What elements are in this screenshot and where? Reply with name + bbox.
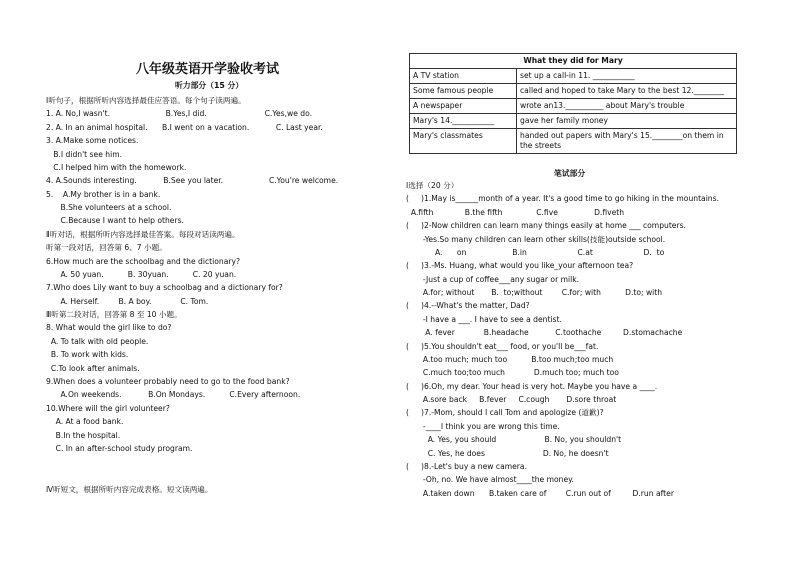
table-cell-what: gave her family money bbox=[517, 114, 737, 129]
text-line: 4. A.Sounds interesting. B.See you later. C.You're welcome. bbox=[46, 176, 339, 186]
listening-subtitle: 听力部分（15 分） bbox=[175, 81, 244, 90]
text-line: 1. A. No,I wasn't. B.Yes,I did. C.Yes,we do. bbox=[46, 109, 313, 119]
text-line: C.much too;too much D.much too; much too bbox=[406, 368, 619, 378]
table-header: What they did for Mary bbox=[410, 54, 737, 69]
text-line: 5. A.My brother is in a bank. bbox=[46, 189, 161, 199]
table-cell-who: Some famous people bbox=[410, 84, 517, 99]
text-line: -Oh, no. We have almost____the money. bbox=[406, 475, 574, 485]
text-line: B. To work with kids. bbox=[46, 350, 129, 360]
table-cell-who: Mary's 14.___________ bbox=[410, 114, 517, 129]
text-line: 6.How much are the schoolbag and the dictionary? bbox=[46, 256, 240, 266]
text-line: A. Herself. B. A boy. C. Tom. bbox=[46, 296, 209, 306]
text-line: A.fifth B.the fifth C.five D.fiveth bbox=[406, 207, 625, 217]
section-4-instruction: Ⅳ听短文，根据所听内容完成表格。短文读两遍。 bbox=[46, 485, 213, 494]
text-line: Ⅱ听对话，根据所听内容选择最佳答案。每段对话读两遍。 bbox=[46, 229, 240, 239]
text-line: ( )6.Oh, my dear. Your head is very hot. Maybe you have a ____. bbox=[406, 381, 658, 391]
text-line: -____I think you are wrong this time. bbox=[406, 421, 560, 431]
table-row bbox=[410, 84, 737, 99]
text-line: -Yes.So many children can learn other skills(技能)outside school. bbox=[406, 234, 666, 244]
table-cell-who: A TV station bbox=[410, 69, 517, 84]
text-line: A.sore back B.fever C.cough D.sore throat bbox=[406, 395, 617, 405]
text-line: C.Because I want to help others. bbox=[46, 216, 184, 226]
text-line: B.I didn't see him. bbox=[46, 149, 123, 159]
table-row bbox=[410, 114, 737, 129]
text-line: A.too much; much too B.too much;too much bbox=[406, 354, 614, 364]
text-line: Ⅰ选择（20 分） bbox=[406, 181, 459, 190]
table-cell-who: Mary's classmates bbox=[410, 129, 517, 154]
text-line: ( )7.-Mom, should I call Tom and apologize (道歉)? bbox=[406, 408, 604, 418]
written-section-title: 笔试部分 bbox=[554, 169, 586, 178]
text-line: A.for; without B. to;without C.for; with D.to; with bbox=[406, 288, 663, 298]
text-line: 2. A. In an animal hospital. B.I went on a vacation. C. Last year. bbox=[46, 122, 323, 132]
text-line: A. To talk with old people. bbox=[46, 336, 149, 346]
table-cell-what: called and hoped to take Mary to the best 12.________ bbox=[517, 84, 737, 99]
text-line: A. Yes, you should B. No, you shouldn't bbox=[406, 435, 622, 445]
text-line: A.taken down B.taken care of C.run out of D.run after bbox=[406, 488, 674, 498]
text-line: ( )8.-Let's buy a new camera. bbox=[406, 461, 527, 471]
text-line: 听第一段对话，回答第 6、7 小题。 bbox=[46, 243, 167, 253]
text-line: ( )3.-Ms. Huang, what would you like_your afternoon tea? bbox=[406, 261, 634, 271]
table-cell-what: set up a call-in 11. ___________ bbox=[517, 69, 737, 84]
text-line: 7.Who does Lily want to buy a schoolbag and a dictionary for? bbox=[46, 283, 283, 293]
text-line: -Just a cup of coffee___any sugar or milk. bbox=[406, 274, 580, 284]
text-line: ( )2-Now children can learn many things easily at home ___ computers. bbox=[406, 221, 686, 231]
text-line: 8. What would the girl like to do? bbox=[46, 323, 172, 333]
text-line: C. Yes, he does D. No, he doesn't bbox=[406, 448, 609, 458]
table-cell-what: handed out papers with Mary's 15.________on them in the streets bbox=[517, 129, 737, 154]
text-line: A. 50 yuan. B. 30yuan. C. 20 yuan. bbox=[46, 269, 237, 279]
text-line: A. At a food bank. bbox=[46, 417, 124, 427]
exam-title: 八年级英语开学验收考试 bbox=[136, 62, 280, 77]
text-line: A. fever B.headache C.toothache D.stomachache bbox=[406, 328, 683, 338]
table-row bbox=[410, 99, 737, 114]
text-line: B.She volunteers at a school. bbox=[46, 203, 172, 213]
table-row bbox=[410, 69, 737, 84]
table-row bbox=[410, 129, 737, 154]
text-line: C.I helped him with the homework. bbox=[46, 162, 187, 172]
text-line: Ⅲ听第二段对话，回答第 8 至 10 小题。 bbox=[46, 310, 182, 320]
text-line: 9.When does a volunteer probably need to go to the food bank? bbox=[46, 376, 290, 386]
text-line: A. on B.in C.at D. to bbox=[406, 247, 665, 257]
listening-table bbox=[409, 53, 737, 154]
table-cell-who: A newspaper bbox=[410, 99, 517, 114]
text-line: -I have a ___. I have to see a dentist. bbox=[406, 314, 562, 324]
text-line: Ⅰ听句子，根据所听内容选择最佳应答语。每个句子读两遍。 bbox=[46, 96, 246, 105]
text-line: 3. A.Make some notices. bbox=[46, 136, 139, 146]
text-line: B.In the hospital. bbox=[46, 430, 121, 440]
text-line: C.To look after animals. bbox=[46, 363, 140, 373]
table-cell-what: wrote an13.__________ about Mary's trouble bbox=[517, 99, 737, 114]
text-line: ( )5.You shouldn't eat___ food, or you'll be___fat. bbox=[406, 341, 599, 351]
text-line: C. In an after-school study program. bbox=[46, 443, 193, 453]
text-line: A.On weekends. B.On Mondays. C.Every afternoon. bbox=[46, 390, 301, 400]
text-line: ( )4.--What's the matter, Dad? bbox=[406, 301, 530, 311]
text-line: 10.Where will the girl volunteer? bbox=[46, 403, 170, 413]
text-line: ( )1.May is______month of a year. It's a good time to go hiking in the mountains. bbox=[406, 194, 719, 204]
